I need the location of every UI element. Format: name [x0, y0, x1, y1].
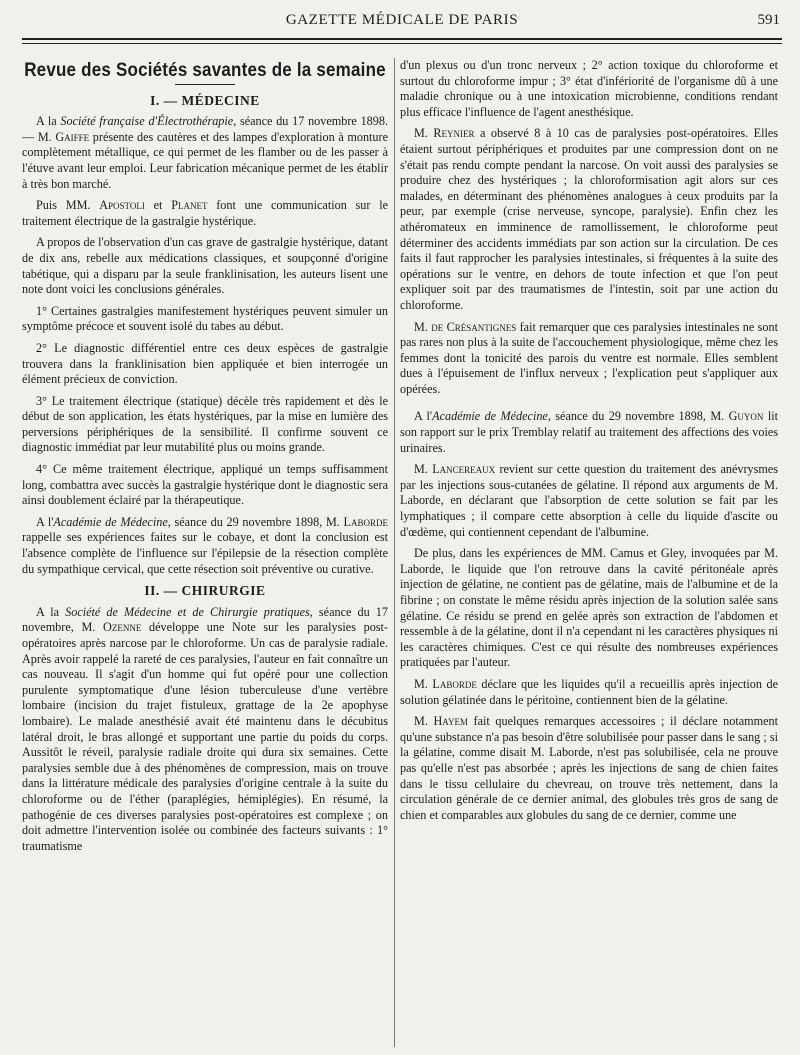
paragraph: A l'Académie de Médecine, séance du 29 novembre 1898, M. Laborde rappelle ses expériences faites sur le cobaye, et dont la conclusion est l'absence complète de l'influence sur l'épilepsie de la résection complète du sympathique cervical, que cette résection soit préventive ou curative. — [22, 514, 388, 576]
author-name: Planet — [171, 198, 208, 213]
author-name: Lancereaux — [432, 462, 496, 477]
author-name: Apostoli — [99, 198, 145, 213]
page-header — [22, 10, 782, 38]
paragraph: De plus, dans les expériences de MM. Camus et Gley, invoquées par M. Laborde, le liquide que l'on retrouve dans la cavité péritonéale après injection de gélatine, ne contient pas de gélatine, mais de l'albumine et de la fibrine ; on constate le même résidu après injection de la solution salée sans gélatine. Ce résidu se prend en gelée après son extraction de l'abdomen et ressemble à de la gélatine, dont il n'a cependant ni les caractères physiques ni les caractères chimiques. C'est ce qui résulte des nombreuses expériences pratiquées par l'auteur. — [400, 546, 778, 670]
revue-title: Revue des Sociétés savantes de la semaine — [24, 58, 386, 81]
society-name: Académie de Médecine — [432, 409, 548, 424]
paragraph: A la Société française d'Électrothérapie, séance du 17 novembre 1898. — M. Gaiffe présente des cautères et des lampes d'exploration à monture complètement métallique, ce qui permet de les flamber ou de les passer à l'étuve avant leur emploi. Leur fabrication mécanique permet de les établir à très bon marché. — [22, 114, 388, 191]
conclusion-4: 4° Ce même traitement électrique, appliqué un temps suffisamment long, combattra avec succès la gastralgie hystérique dont le diagnostic sera ainsi doublement éclairé par la thérapeutique. — [22, 462, 388, 508]
paragraph: d'un plexus ou d'un tronc nerveux ; 2° action toxique du chloroforme et surtout du chloroforme impur ; 3° état d'infériorité de l'organisme dû à une maladie chronique ou à une intoxication microbienne, conditions rendant plus efficace l'influence de l'agent anesthésique. — [400, 58, 778, 119]
conclusion-1: 1° Certaines gastralgies manifestement hystériques peuvent simuler un symptôme précoce et souvent isolé du tabes au début. — [22, 303, 388, 334]
society-name: Société française d'Électrothérapie — [60, 114, 234, 129]
author-name: Guyon — [728, 409, 764, 424]
column-divider — [394, 58, 395, 1047]
author-name: Reynier — [433, 126, 475, 141]
title-rule — [175, 84, 235, 85]
journal-title: GAZETTE MÉDICALE DE PARIS — [285, 12, 519, 28]
paragraph: M. Reynier a observé 8 à 10 cas de paralysies post-opératoires. Elles étaient surtout périphériques et produites par une compression dont on ne s'était pas rendu compte pendant la narcose. On voit aussi des paralysies se produire chez des hystériques ; la chloroformisation agit alors sur ces malades, en déterminant des phénomènes analogues à ceux produits par la peur, par exemple (crise nerveuse, syncope, paralysie). Enfin chez les athéromateux en imminence de ramollissement, le chloroforme peut déterminer des accidents immédiats par son action sur la circulation. De ces faits il faut rapprocher les paralysies intestinales, si fréquentes à la suite des opérations sur le ventre, en dehors de toute infection et que l'on peut expliquer soit par des traumatismes de l'intestin, soit par une action du chloroforme. — [400, 126, 778, 312]
author-name: Hayem — [433, 714, 468, 729]
author-name: Laborde — [432, 676, 477, 691]
author-name: de Crésantignes — [431, 319, 517, 334]
paragraph: A l'Académie de Médecine, séance du 29 novembre 1898, M. Guyon lit son rapport sur le prix Tremblay relatif au traitement des affections des voies urinaires. — [400, 409, 778, 455]
author-name: Laborde — [343, 514, 388, 529]
paragraph: Puis MM. Apostoli et Planet font une communication sur le traitement électrique de la gastralgie hystérique. — [22, 198, 388, 228]
author-name: Ozenne — [103, 620, 142, 635]
paragraph: M. Hayem fait quelques remarques accessoires ; il déclare notamment qu'une substance n'a pas besoin d'être solubilisée pour passer dans le sang ; si la gélatine, comme disait M. Laborde, n'est pas solubilisée, cela ne prouve pas qu'elle n'est pas absorbée ; après les injections de sang de chien faites dans le tissu cellulaire du chevreau, on trouve très nettement, dans la circulation générale de ce dernier animal, des globules très gros de sang de chien et comparables aux globules du sang de ce dernier, comme une — [400, 714, 778, 822]
paragraph: A propos de l'observation d'un cas grave de gastralgie hystérique, datant de dix ans, rebelle aux médications classiques, et soupçonné d'origine tabétique, qui a disparu par la seule franklinisation, les auteurs lisent une note dont voici les conclusions générales. — [22, 235, 388, 297]
left-column — [22, 58, 388, 1049]
page-number: 591 — [757, 12, 780, 28]
conclusion-3: 3° Le traitement électrique (statique) décèle très rapidement et dès le début de son application, les états hystériques, par la mise en lumière des perversions périphériques de la sensibilité. Il confirme souvent ce diagnostic immédiat par leur mutabilité plus ou moins grande. — [22, 393, 388, 455]
paragraph: M. Laborde déclare que les liquides qu'il a recueillis après injection de solution gélatinée dans le péritoine, contiennent bien de la gélatine. — [400, 676, 778, 707]
right-column — [400, 58, 778, 1049]
section-heading-chirurgie: II. — CHIRURGIE — [144, 583, 266, 599]
society-name: Académie de Médecine — [53, 514, 168, 529]
paragraph: A la Société de Médecine et de Chirurgie pratiques, séance du 17 novembre, M. Ozenne développe une Note sur les paralysies post-opératoires après narcose par le chloroforme. Un cas de paralysie radiale. Après avoir rappelé la rareté de ces paralysies, l'auteur en fait connaître un cas nouveau. Il s'agit d'un homme qui fut opéré pour une collection purulente symptomatique d'une lésion tuberculeuse d'une vertèbre lombaire (incision du trajet fistuleux, grattage de la 2e apophyse lombaire). Le malade anesthésié avait été maintenu dans le décubitus latéral droit, le bras allongé et supportant une partie du poids du corps. Aussitôt le réveil, paralysie radiale droite qui dura six semaines. Cette paralysies semble due à des phénomènes de compression, mais on trouve dans la littérature médicale des paralysies d'origine centrale à la suite du chloroforme ou de l'éther (paraplégies, hémiplégies). En résumé, la pathogénie de ces diverses paralysies post-opératoires est complexe ; on doit admettre l'intervention isolée ou combinée des facteurs suivants : 1° traumatisme — [22, 604, 388, 853]
header-rule-thin — [22, 43, 782, 44]
header-rule-thick — [22, 38, 782, 40]
society-name: Société de Médecine et de Chirurgie pratiques — [65, 604, 310, 619]
paragraph: M. de Crésantignes fait remarquer que ces paralysies intestinales ne sont pas rares non plus à la suite de l'accouchement physiologique, même chez les femmes dont la tonicité des parois du ventre est normale. Elles semblent dues à l'épuisement de l'influx nerveux ; l'explication peut s'appliquer aux opérées. — [400, 319, 778, 396]
section-heading-medecine: I. — MÉDECINE — [150, 92, 260, 108]
conclusion-2: 2° Le diagnostic différentiel entre ces deux espèces de gastralgie trouvera dans la franklinisation bien appliquée et bien interrogée un élément précieux de conviction. — [22, 340, 388, 387]
author-name: Gaiffe — [55, 129, 90, 144]
paragraph: M. Lancereaux revient sur cette question du traitement des anévrysmes par les injections sous-cutanées de gélatine. Il répond aux arguments de M. Laborde, en déclarant que l'absorption de cette solution se fait par les lymphatiques ; il compare cette absorption à celle du liquide d'ascite ou d'œdème, qui contiennent cependant de l'albumine. — [400, 462, 778, 539]
